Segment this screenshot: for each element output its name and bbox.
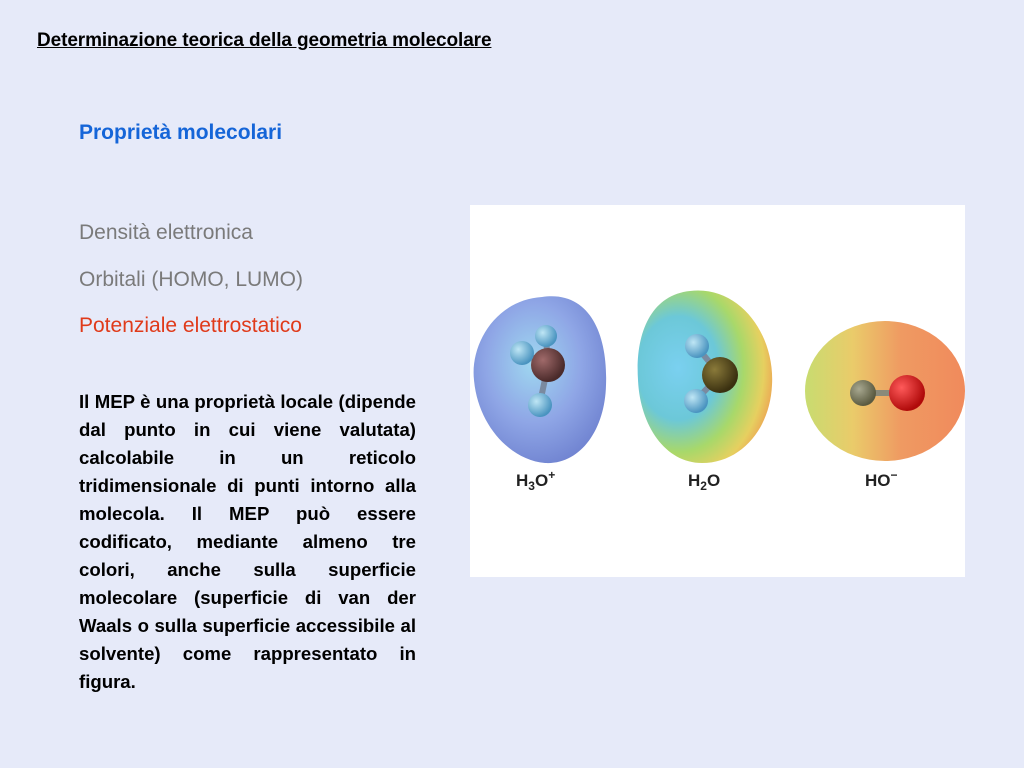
property-orbitals: Orbitali (HOMO, LUMO) [79, 267, 304, 291]
mep-illustration [470, 205, 965, 577]
water-mep-surface [638, 291, 773, 463]
mep-figure [470, 205, 965, 577]
mep-description: Il MEP è una proprietà locale (dipende dal punto in cui viene valutata) calcolabile in un reticolo tridimensionale di punti intorno alla molecola. Il MEP può essere codificato, mediante almeno tre colori, anche sulla superficie molecolare (superficie di van der Waals o sulla superficie accessibile al solvente) come rappresentato in figura. [79, 391, 416, 692]
hydroxide-mep-surface [805, 321, 965, 461]
hydronium-label: $H_3O^+$ [516, 468, 556, 493]
property-electron-density: Densità elettronica [79, 221, 253, 244]
section-subtitle: Proprietà molecolari [79, 121, 283, 144]
hydronium-mep-surface [474, 296, 607, 463]
water-label: $H_2O$ [688, 471, 721, 493]
property-list [79, 210, 303, 350]
slide-title: Determinazione teorica della geometria molecolare [37, 30, 492, 51]
property-electrostatic-potential: Potenziale elettrostatico [79, 314, 302, 337]
hydroxide-label: HO− [865, 468, 898, 490]
